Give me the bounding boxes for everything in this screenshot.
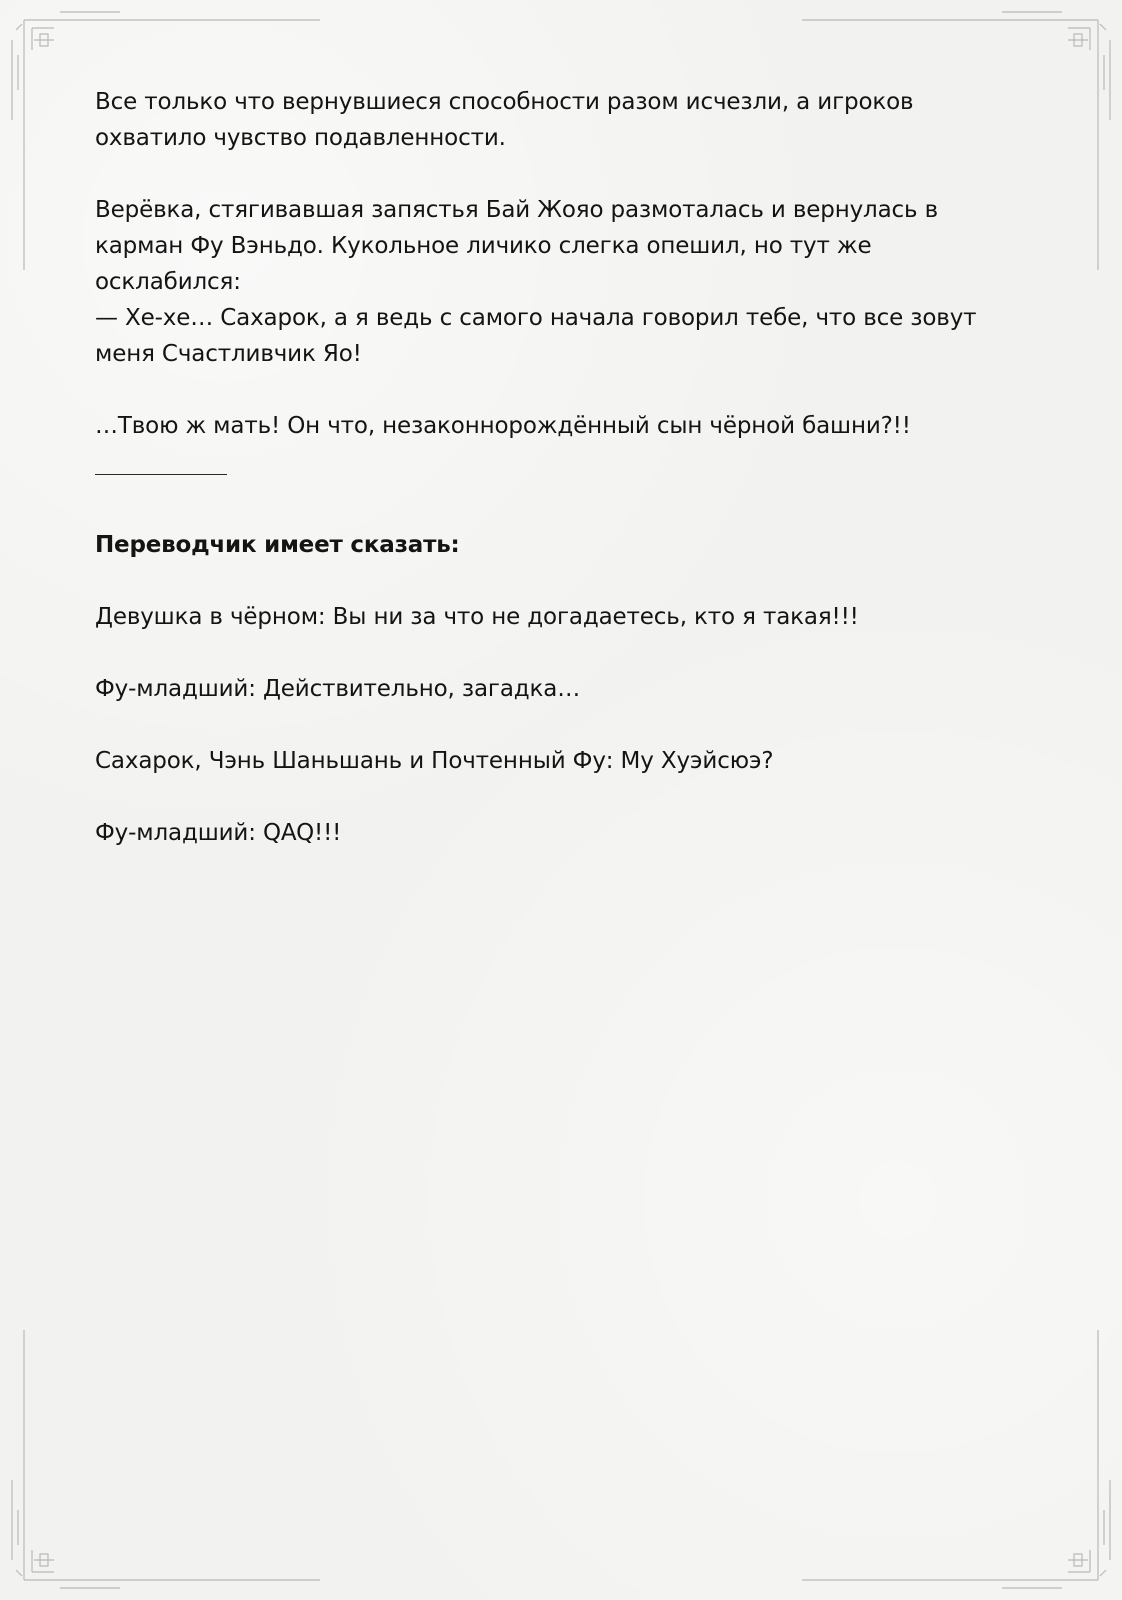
translator-note-heading: Переводчик имеет сказать: xyxy=(95,532,460,558)
paragraph-gap xyxy=(95,563,995,599)
text-line: охватило чувство подавленности. xyxy=(95,125,506,151)
text-line: Верёвка, стягивавшая запястья Бай Жояо размоталась и вернулась в xyxy=(95,197,939,223)
translator-note-line: Фу-младший: Действительно, загадка… xyxy=(95,676,581,702)
text-line: осклабился: xyxy=(95,269,241,295)
text-line: — Хе-хе… Сахарок, а я ведь с самого начала говорил тебе, что все зовут xyxy=(95,305,977,331)
translator-note-line: Девушка в чёрном: Вы ни за что не догадаетесь, кто я такая!!! xyxy=(95,604,859,630)
paragraph-gap xyxy=(95,707,995,743)
paragraph-exclamation xyxy=(95,408,995,444)
paragraph-rope-return xyxy=(95,192,995,372)
paragraph-ability-loss xyxy=(95,84,995,156)
paragraph-gap xyxy=(95,779,995,815)
paragraph-gap xyxy=(95,156,995,192)
text-line: …Твою ж мать! Он что, незаконнорождённый сын чёрной башни?!! xyxy=(95,413,911,439)
text-line: меня Счастливчик Яо! xyxy=(95,341,362,367)
paragraph-gap xyxy=(95,635,995,671)
document-body xyxy=(95,84,995,851)
section-separator-line xyxy=(95,474,227,475)
text-line: Все только что вернувшиеся способности разом исчезли, а игроков xyxy=(95,89,914,115)
text-line: карман Фу Вэньдо. Кукольное личико слегка опешил, но тут же xyxy=(95,233,872,259)
paragraph-gap xyxy=(95,372,995,408)
translator-note-line: Сахарок, Чэнь Шаньшань и Почтенный Фу: Му Хуэйсюэ? xyxy=(95,748,774,774)
translator-note-line: Фу-младший: QAQ!!! xyxy=(95,820,342,846)
